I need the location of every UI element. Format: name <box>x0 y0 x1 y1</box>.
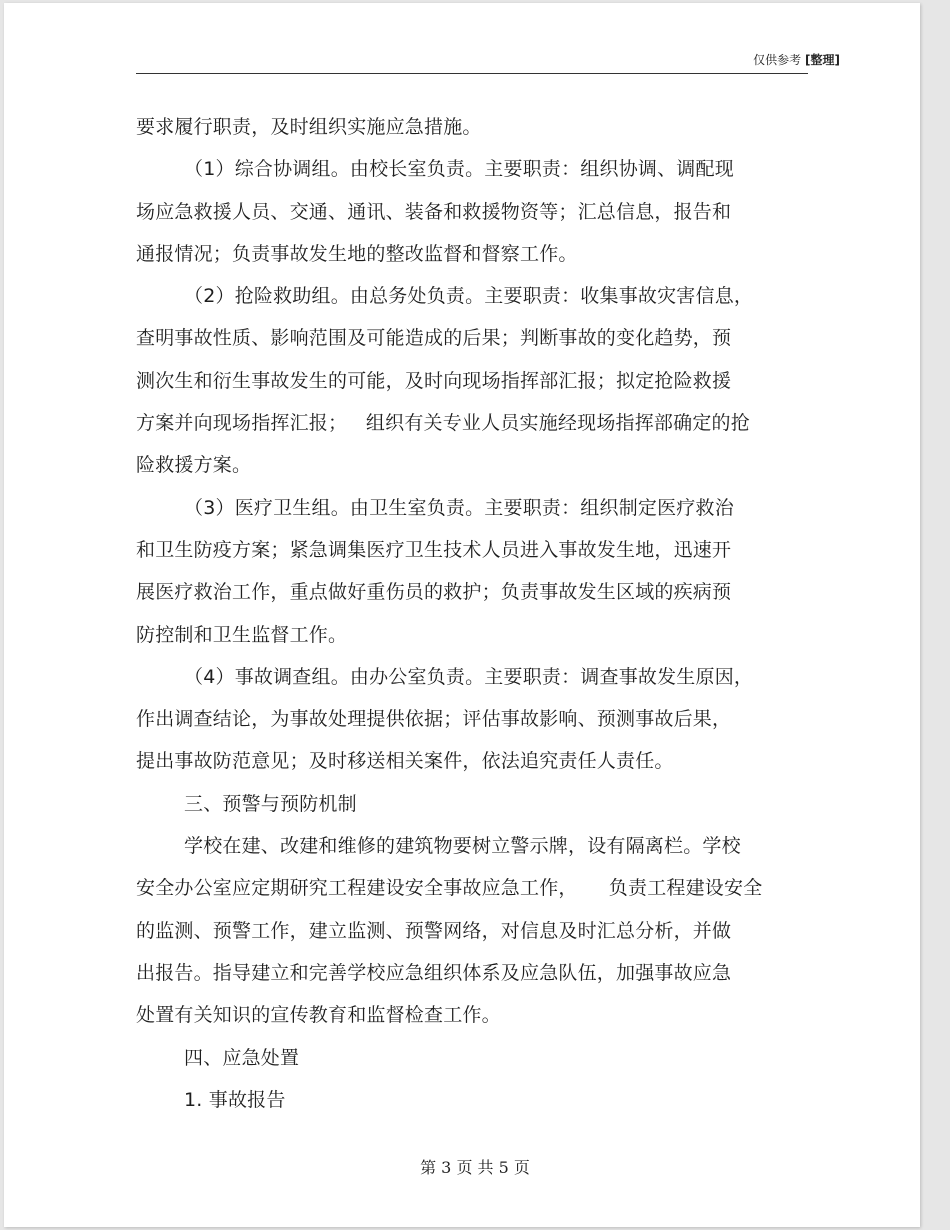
body-line: 和卫生防疫方案；紧急调集医疗卫生技术人员进入事故发生地，迅速开 <box>136 538 732 561</box>
body-line: 提出事故防范意见；及时移送相关案件，依法追究责任人责任。 <box>136 750 674 773</box>
body-line: 通报情况；负责事故发生地的整改监督和督察工作。 <box>136 242 578 265</box>
body-line: 场应急救援人员、交通、通讯、装备和救援物资等；汇总信息，报告和 <box>136 200 732 223</box>
page-header <box>753 51 840 68</box>
body-line: （3）医疗卫生组。由卫生室负责。主要职责：组织制定医疗救治 <box>184 496 734 519</box>
body-line: 的监测、预警工作，建立监测、预警网络，对信息及时汇总分析，并做 <box>136 919 732 942</box>
section-heading: 四、应急处置 <box>184 1046 300 1069</box>
body-line: 展医疗救治工作，重点做好重伤员的救护；负责事故发生区域的疾病预 <box>136 581 732 604</box>
section-heading: 三、预警与预防机制 <box>184 792 357 815</box>
body-line: 作出调查结论，为事故处理提供依据；评估事故影响、预测事故后果， <box>136 708 732 731</box>
body-line: 查明事故性质、影响范围及可能造成的后果；判断事故的变化趋势，预 <box>136 327 732 350</box>
body-line: 处置有关知识的宣传教育和监督检查工作。 <box>136 1004 501 1027</box>
header-rule <box>136 73 808 74</box>
body-line: 方案并向现场指挥汇报； 组织有关专业人员实施经现场指挥部确定的抢 <box>136 412 750 435</box>
body-line: （2）抢险救助组。由总务处负责。主要职责：收集事故灾害信息， <box>184 285 754 308</box>
document-body <box>136 112 816 1127</box>
body-line: （1）综合协调组。由校长室负责。主要职责：组织协调、调配现 <box>184 158 734 181</box>
body-line: 险救援方案。 <box>136 454 252 477</box>
header-tag: [整理] <box>805 53 840 67</box>
body-line: 要求履行职责，及时组织实施应急措施。 <box>136 116 482 138</box>
body-line: 测次生和衍生事故发生的可能，及时向现场指挥部汇报；拟定抢险救援 <box>136 369 732 392</box>
page-number-footer: 第 3 页 共 5 页 <box>420 1158 530 1177</box>
body-line: 安全办公室应定期研究工程建设安全事故应急工作， 负责工程建设安全 <box>136 877 763 900</box>
body-line: 学校在建、改建和维修的建筑物要树立警示牌，设有隔离栏。学校 <box>184 835 741 858</box>
body-line: （4）事故调查组。由办公室负责。主要职责：调查事故发生原因， <box>184 665 754 688</box>
header-text: 仅供参考 <box>753 53 802 67</box>
body-line: 防控制和卫生监督工作。 <box>136 623 348 646</box>
subsection-heading: 1. 事故报告 <box>184 1088 286 1111</box>
body-line: 出报告。指导建立和完善学校应急组织体系及应急队伍，加强事故应急 <box>136 961 732 984</box>
